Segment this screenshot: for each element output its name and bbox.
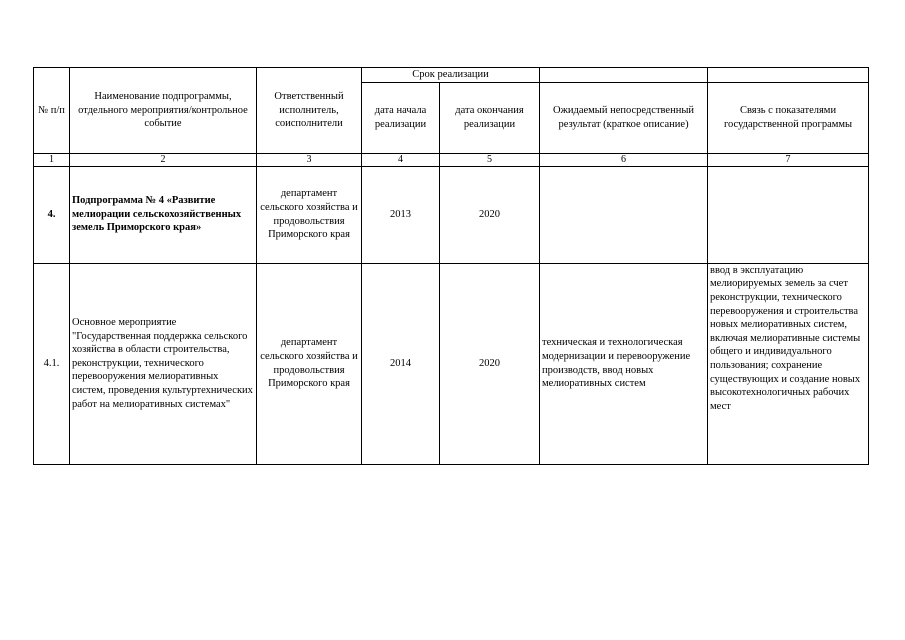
row-start: 2014 bbox=[362, 263, 440, 464]
header-link-top bbox=[708, 68, 869, 83]
row-executor: департамент сельского хозяйства и продовольствия Приморского края bbox=[257, 263, 362, 464]
column-number: 6 bbox=[540, 153, 708, 166]
column-number: 3 bbox=[257, 153, 362, 166]
table-row bbox=[34, 166, 869, 263]
column-number: 1 bbox=[34, 153, 70, 166]
header-name: Наименование подпрограммы, отдельного мероприятия/контрольное событие bbox=[70, 68, 257, 154]
header-row-1 bbox=[34, 68, 869, 83]
table-row bbox=[34, 263, 869, 464]
column-numbers-row bbox=[34, 153, 869, 166]
row-link bbox=[708, 166, 869, 263]
header-result: Ожидаемый непосредственный результат (краткое описание) bbox=[540, 82, 708, 153]
row-number: 4.1. bbox=[34, 263, 70, 464]
header-result-top bbox=[540, 68, 708, 83]
row-result bbox=[540, 166, 708, 263]
header-start: дата начала реализации bbox=[362, 82, 440, 153]
row-link: ввод в эксплуатацию мелиорируемых земель за счет реконструкции, технического перевооружения и строительства новых мелиоративных систем, включая мелиоративные системы общего и индивидуального пользования; сохранение существующих и создание новых высокотехнологичных рабочих мест bbox=[708, 263, 869, 464]
column-number: 2 bbox=[70, 153, 257, 166]
header-period: Срок реализации bbox=[362, 68, 540, 83]
row-result: техническая и технологическая модернизации и перевооружение производств, ввод новых мелиоративных систем bbox=[540, 263, 708, 464]
header-number: № п/п bbox=[34, 68, 70, 154]
row-end: 2020 bbox=[440, 166, 540, 263]
header-executor: Ответственный исполнитель, соисполнители bbox=[257, 68, 362, 154]
program-table bbox=[33, 67, 869, 465]
header-end: дата окончания реализации bbox=[440, 82, 540, 153]
row-start: 2013 bbox=[362, 166, 440, 263]
row-name: Подпрограмма № 4 «Развитие мелиорации сельскохозяйственных земель Приморского края» bbox=[70, 166, 257, 263]
header-link: Связь с показателями государственной программы bbox=[708, 82, 869, 153]
column-number: 7 bbox=[708, 153, 869, 166]
row-number: 4. bbox=[34, 166, 70, 263]
column-number: 4 bbox=[362, 153, 440, 166]
row-name: Основное мероприятие "Государственная поддержка сельского хозяйства в области строительства, реконструкции, технического перевооружения мелиоративных систем, проведения культуртехнических работ на мелиоративных системах" bbox=[70, 263, 257, 464]
column-number: 5 bbox=[440, 153, 540, 166]
row-end: 2020 bbox=[440, 263, 540, 464]
row-executor: департамент сельского хозяйства и продовольствия Приморского края bbox=[257, 166, 362, 263]
